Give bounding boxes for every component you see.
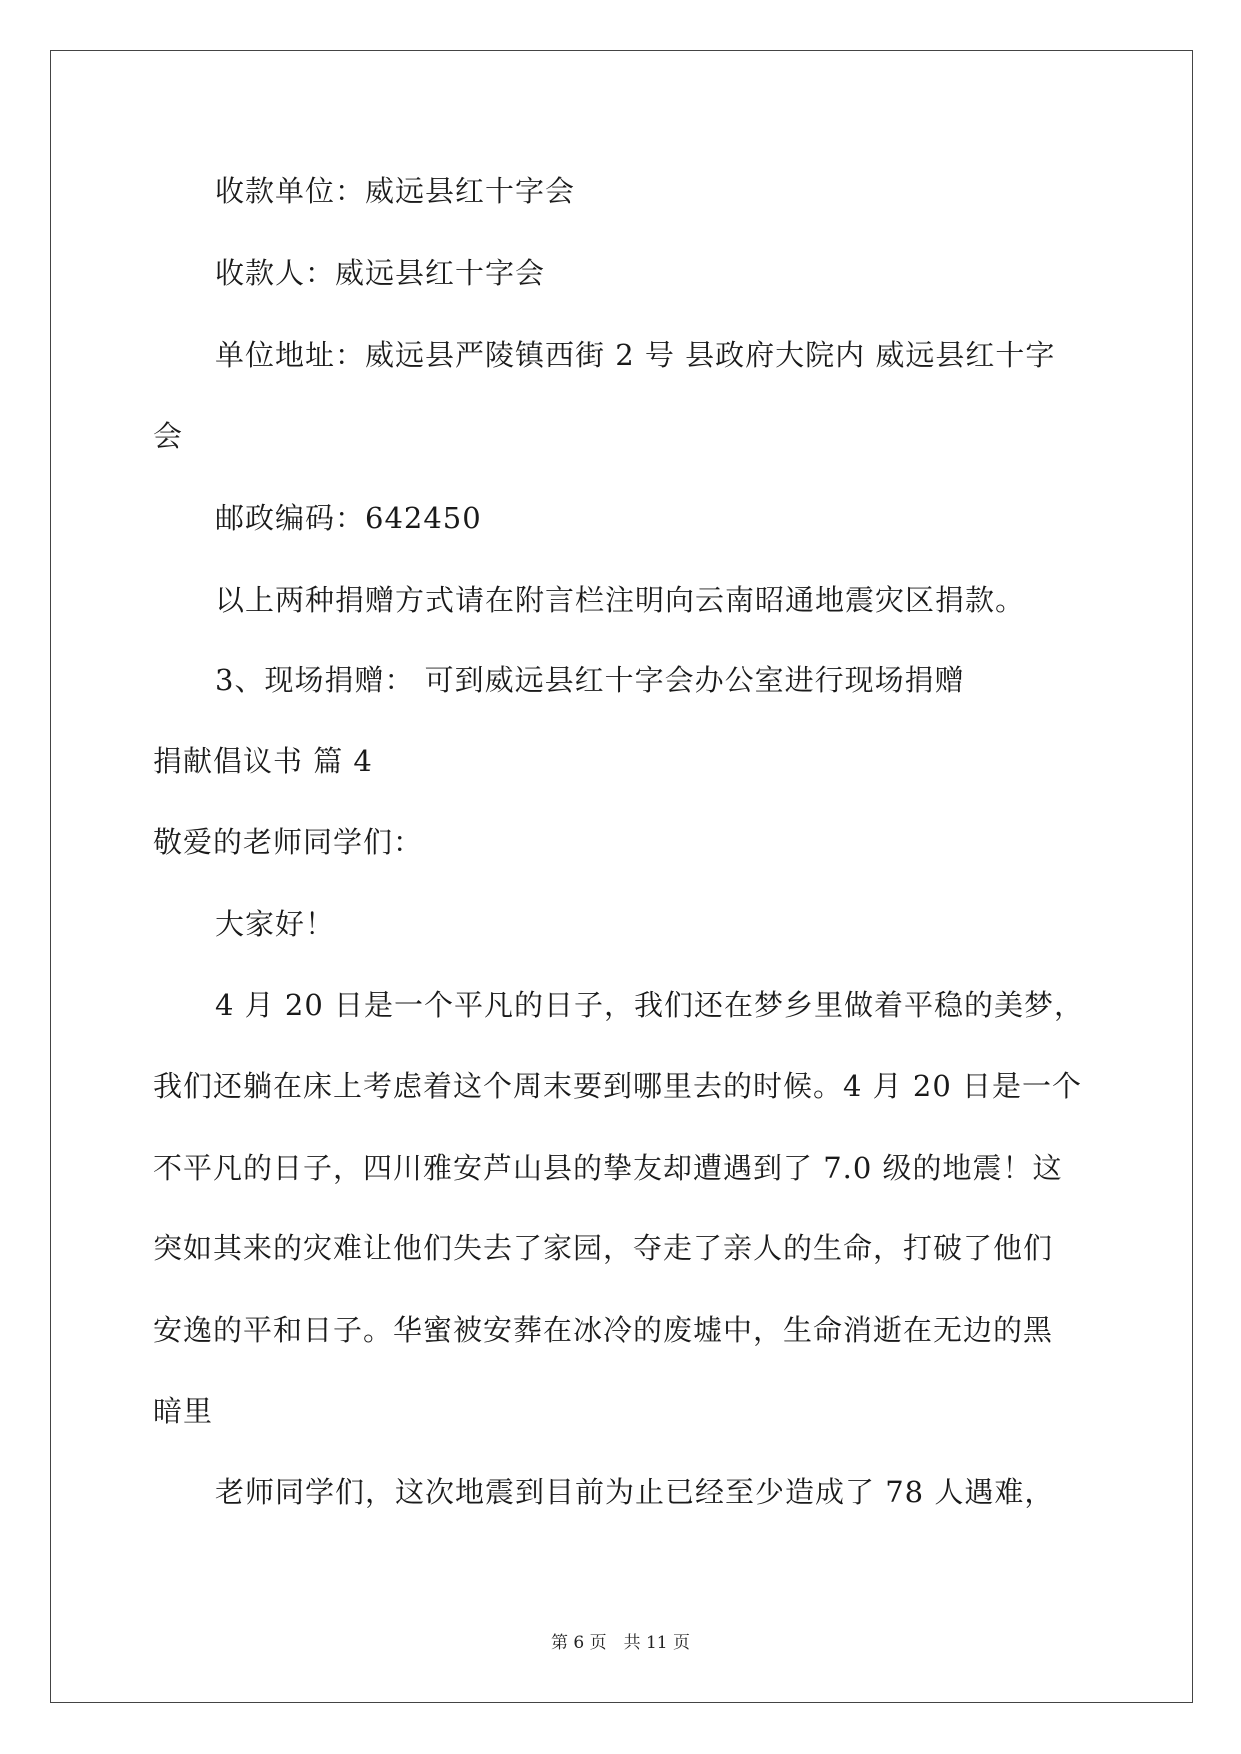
paragraph-line: 老师同学们，这次地震到目前为止已经至少造成了 78 人遇难，	[215, 1475, 1055, 1509]
page-footer: 第 6 页 共 11 页	[550, 1633, 691, 1653]
text-line-recipient-unit: 收款单位：威远县红十字会	[215, 174, 576, 208]
text-line-postcode: 邮政编码：642450	[215, 501, 482, 535]
text-line-recipient: 收款人：威远县红十字会	[215, 256, 546, 290]
text-line-onsite: 3、现场捐赠： 可到威远县红十字会办公室进行现场捐赠	[215, 663, 965, 697]
paragraph-line: 我们还躺在床上考虑着这个周末要到哪里去的时候。4 月 20 日是一个	[153, 1069, 1083, 1103]
text-line-address-cont: 会	[153, 419, 184, 453]
paragraph-line: 暗里	[153, 1394, 214, 1428]
paragraph-line: 4 月 20 日是一个平凡的日子，我们还在梦乡里做着平稳的美梦，	[215, 988, 1085, 1022]
text-line-address: 单位地址：威远县严陵镇西街 2 号 县政府大院内 威远县红十字	[215, 338, 1056, 372]
greeting: 大家好！	[215, 907, 336, 941]
paragraph-line: 安逸的平和日子。华蜜被安葬在冰冷的废墟中，生命消逝在无边的黑	[153, 1313, 1054, 1347]
section-heading: 捐献倡议书 篇 4	[153, 744, 373, 778]
paragraph-line: 突如其来的灾难让他们失去了家园，夺走了亲人的生命，打破了他们	[153, 1231, 1054, 1265]
salutation: 敬爱的老师同学们：	[153, 825, 424, 859]
text-line-note: 以上两种捐赠方式请在附言栏注明向云南昭通地震灾区捐款。	[215, 583, 1026, 617]
paragraph-line: 不平凡的日子，四川雅安芦山县的挚友却遭遇到了 7.0 级的地震！这	[153, 1151, 1063, 1185]
page-border	[50, 50, 1193, 1703]
